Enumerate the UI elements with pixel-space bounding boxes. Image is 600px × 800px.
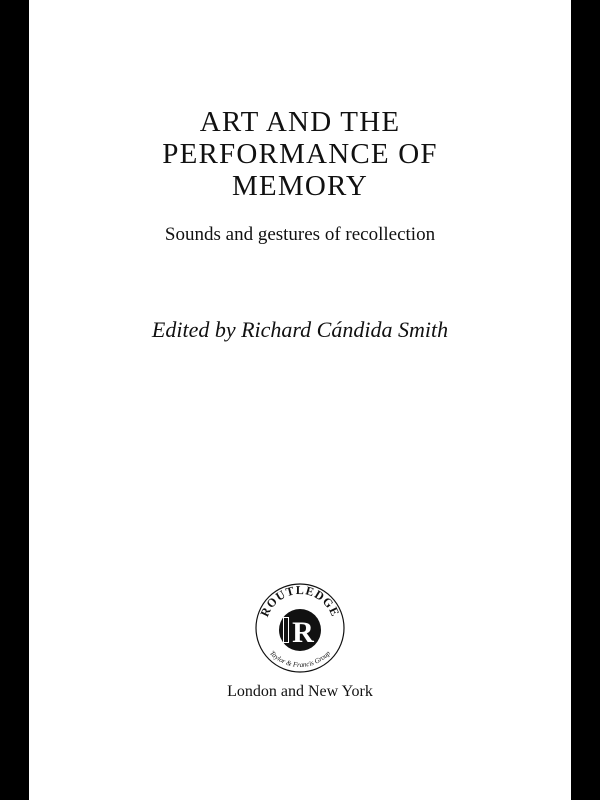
book-title xyxy=(29,106,571,202)
book-title-line-3: MEMORY xyxy=(231,170,369,202)
publisher-tagline: Taylor & Francis Group xyxy=(268,649,332,670)
title-page xyxy=(29,0,571,800)
book-title-line-2: PERFORMANCE OF xyxy=(162,138,438,170)
routledge-emblem-icon xyxy=(242,580,358,676)
svg-text:R: R xyxy=(292,616,314,649)
book-title-line-1: ART AND THE xyxy=(199,106,401,138)
publisher-name: ROUTLEDGE xyxy=(257,582,343,619)
publication-place: London and New York xyxy=(227,683,373,700)
book-subtitle: Sounds and gestures of recollection xyxy=(164,224,436,245)
book-editor: Edited by Richard Cándida Smith xyxy=(151,317,449,342)
